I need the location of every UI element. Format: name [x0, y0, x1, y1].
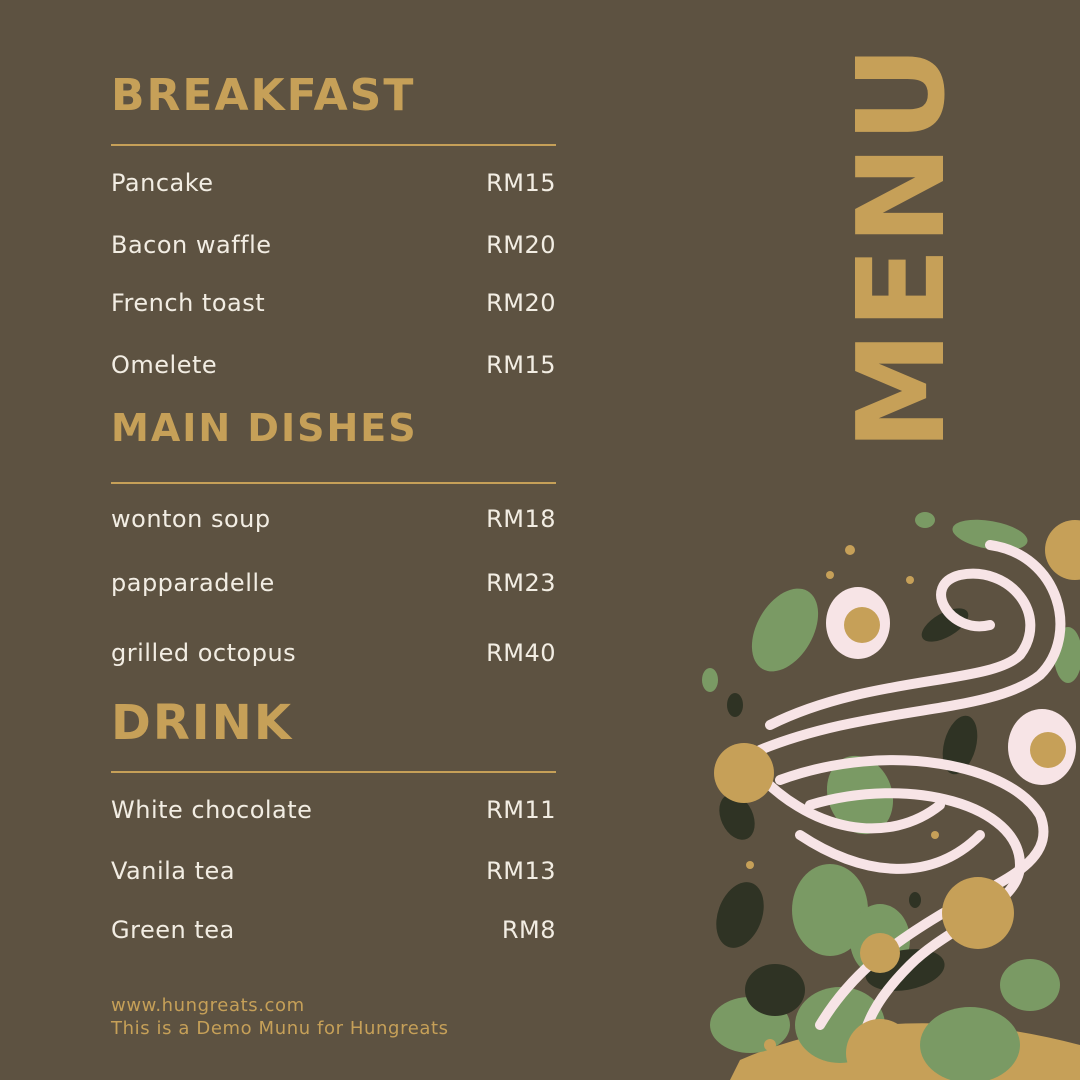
section-divider	[111, 482, 556, 484]
menu-item	[111, 793, 556, 827]
menu-item	[111, 566, 556, 600]
noodle-bowl-illustration	[690, 505, 1080, 1080]
menu-item-price: RM20	[486, 289, 556, 317]
menu-item-price: RM40	[486, 639, 556, 667]
menu-item	[111, 913, 556, 947]
section-heading-drink: DRINK	[111, 695, 294, 751]
menu-item-name: Bacon waffle	[111, 231, 272, 259]
menu-item-name: grilled octopus	[111, 639, 297, 667]
menu-item-price: RM11	[486, 796, 556, 824]
section-heading-breakfast: BREAKFAST	[111, 70, 416, 121]
menu-item-price: RM15	[486, 351, 556, 379]
menu-item	[111, 228, 556, 262]
menu-item	[111, 502, 556, 536]
menu-item-price: RM18	[486, 505, 556, 533]
footer-website: www.hungreats.com	[111, 995, 305, 1016]
menu-item-price: RM13	[486, 857, 556, 885]
footer-note: This is a Demo Munu for Hungreats	[111, 1018, 449, 1039]
section-heading-main-dishes: MAIN DISHES	[111, 406, 418, 450]
menu-item-name: White chocolate	[111, 796, 313, 824]
menu-item-name: French toast	[111, 289, 266, 317]
menu-item-name: Green tea	[111, 916, 235, 944]
menu-item-price: RM8	[501, 916, 556, 944]
menu-item	[111, 348, 556, 382]
menu-title: MENU	[833, 43, 972, 451]
menu-item-name: Vanila tea	[111, 857, 236, 885]
menu-item	[111, 854, 556, 888]
menu-item-price: RM20	[486, 231, 556, 259]
section-divider	[111, 771, 556, 773]
menu-item-name: Pancake	[111, 169, 214, 197]
menu-item	[111, 166, 556, 200]
section-divider	[111, 144, 556, 146]
menu-item-price: RM15	[486, 169, 556, 197]
menu-item-price: RM23	[486, 569, 556, 597]
menu-item-name: wonton soup	[111, 505, 271, 533]
menu-item	[111, 286, 556, 320]
menu-item-name: Omelete	[111, 351, 218, 379]
menu-item-name: papparadelle	[111, 569, 275, 597]
menu-item	[111, 636, 556, 670]
